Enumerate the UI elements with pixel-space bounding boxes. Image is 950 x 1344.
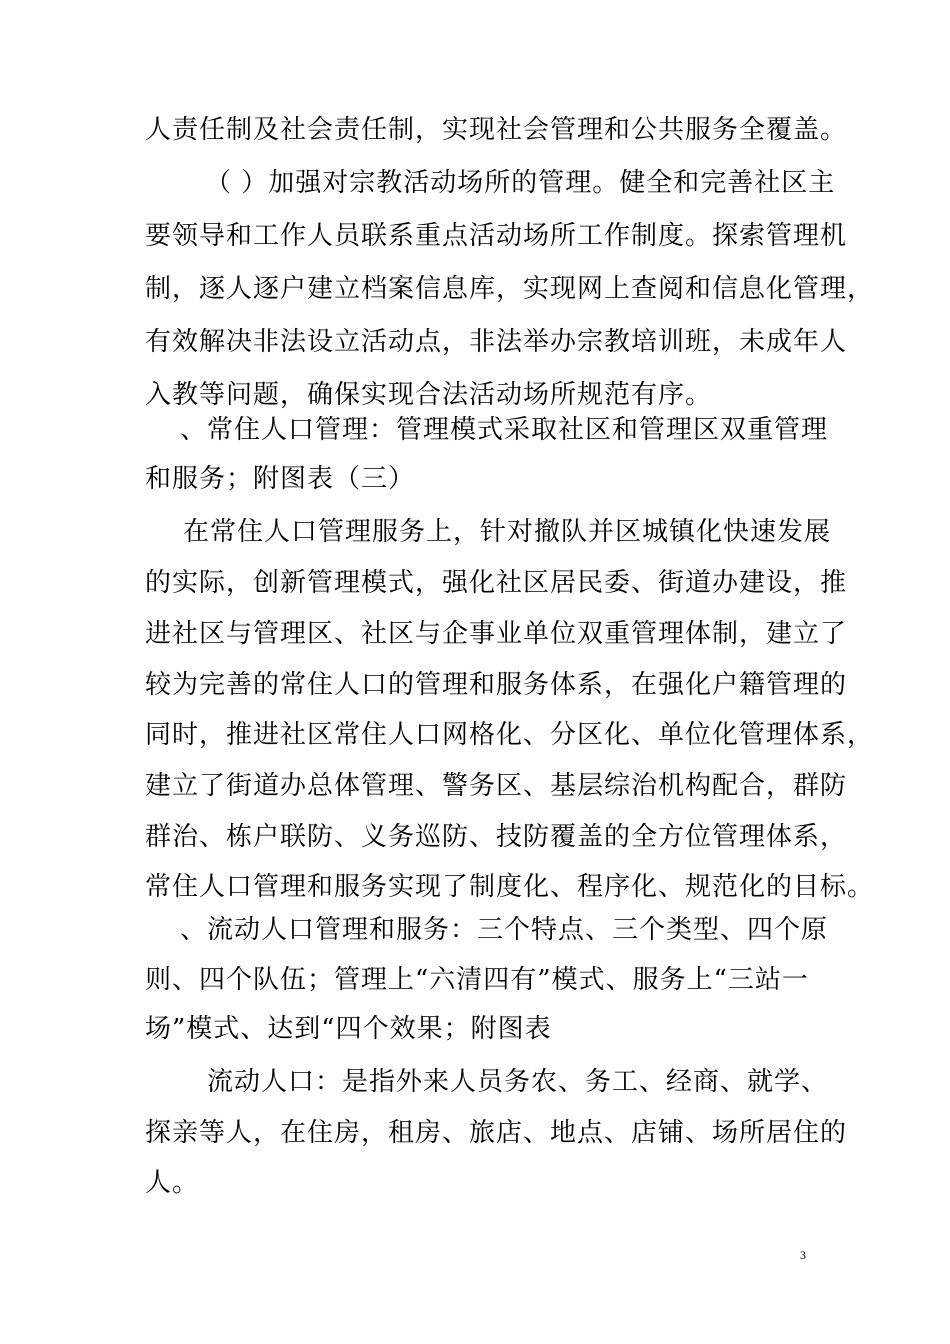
- text-line: 有效解决非法设立活动点，非法举办宗教培训班，未成年人: [145, 327, 848, 357]
- text-line: 人。: [145, 1168, 200, 1198]
- text-line: 进社区与管理区、社区与企事业单位双重管理体制，建立了: [145, 619, 848, 649]
- page-number: 3: [800, 1248, 806, 1262]
- text-line: 人责任制及社会责任制，实现社会管理和公共服务全覆盖。: [145, 115, 848, 145]
- text-line: 较为完善的常住人口的管理和服务体系，在强化户籍管理的: [145, 670, 848, 700]
- text-line: 则、四个队伍；管理上“六清四有”模式、服务上“三站一: [145, 965, 809, 995]
- text-line: 场”模式、达到“四个效果；附图表: [145, 1014, 552, 1044]
- text-line: 流动人口：是指外来人员务农、务工、经商、就学、: [207, 1067, 829, 1097]
- text-line: （ ）加强对宗教活动场所的管理。健全和完善社区主: [205, 168, 836, 198]
- text-line: 同时，推进社区常住人口网格化、分区化、单位化管理体系，: [145, 720, 875, 750]
- text-line: 要领导和工作人员联系重点活动场所工作制度。探索管理机: [145, 221, 848, 251]
- text-line: 和服务；附图表（三）: [145, 464, 416, 494]
- text-line: 、流动人口管理和服务：三个特点、三个类型、四个原: [180, 915, 829, 945]
- text-line: 在常住人口管理服务上，针对撤队并区城镇化快速发展: [183, 517, 832, 547]
- text-line: 入教等问题，确保实现合法活动场所规范有序。: [145, 380, 713, 410]
- text-line: 、常住人口管理：管理模式采取社区和管理区双重管理: [180, 415, 829, 445]
- text-line: 常住人口管理和服务实现了制度化、程序化、规范化的目标。: [145, 872, 875, 902]
- text-line: 制，逐人逐户建立档案信息库，实现网上查阅和信息化管理，: [145, 274, 875, 304]
- text-line: 的实际，创新管理模式，强化社区居民委、街道办建设，推: [145, 568, 848, 598]
- text-line: 探亲等人，在住房，租房、旅店、地点、店铺、场所居住的: [145, 1118, 848, 1148]
- text-line: 建立了街道办总体管理、警务区、基层综治机构配合，群防: [145, 771, 848, 801]
- text-line: 群治、栋户联防、义务巡防、技防覆盖的全方位管理体系，: [145, 822, 848, 852]
